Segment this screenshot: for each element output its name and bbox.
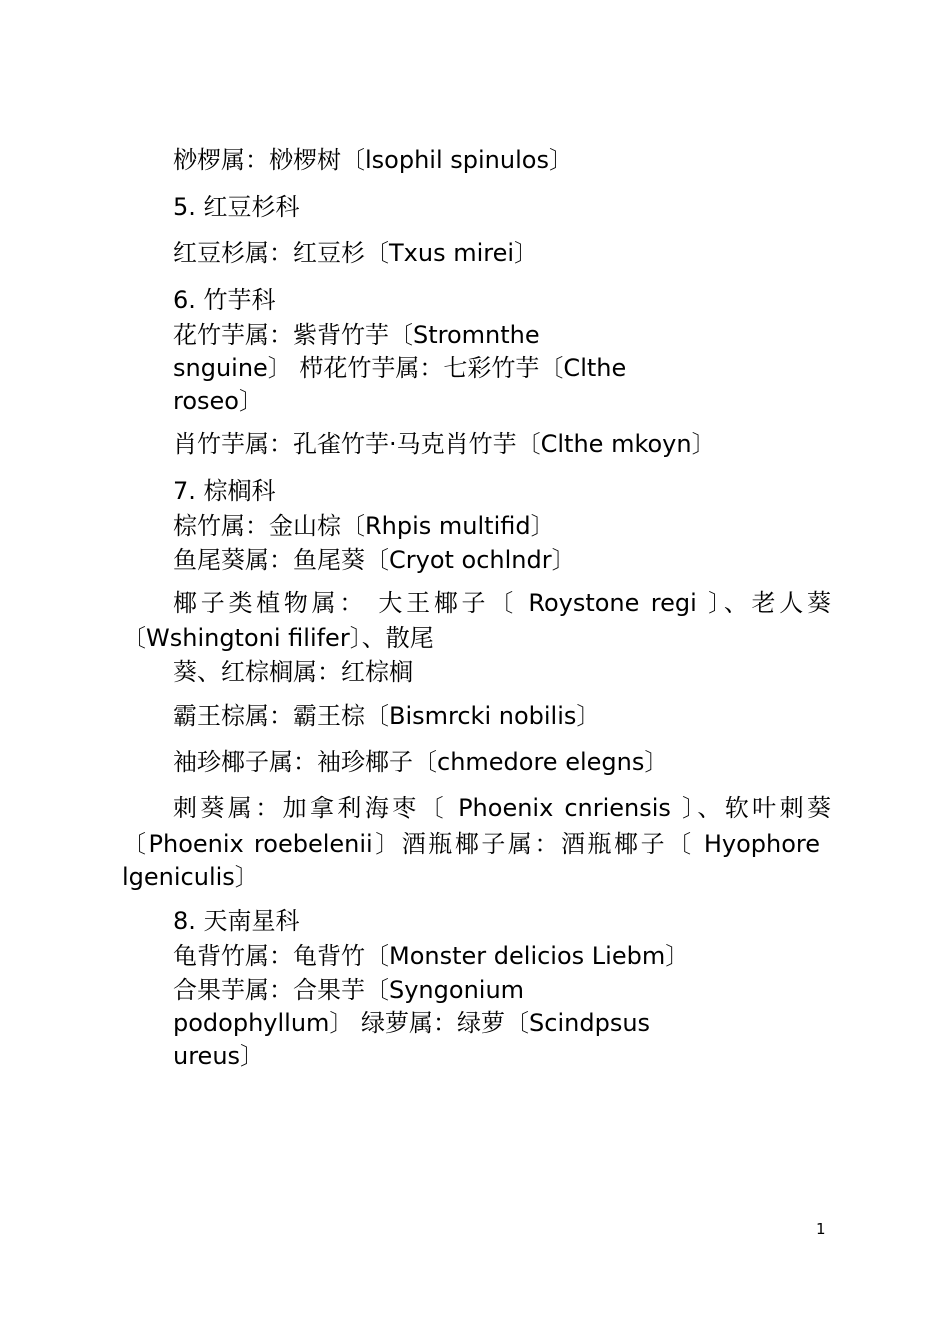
text-line: 椰子类植物属： 大王椰子〔 Roystone regi 〕、老人葵 <box>173 589 831 617</box>
section-heading: 8. 天南星科 <box>173 907 300 935</box>
text-line: 葵、红棕榈属：红棕榈 <box>173 658 413 686</box>
text-line: 〔Phoenix roebelenii〕酒瓶椰子属：酒瓶椰子〔 Hyophore <box>122 830 820 858</box>
text-line: 龟背竹属：龟背竹〔Monster delicios Liebm〕 <box>173 942 690 970</box>
section-heading: 7. 棕榈科 <box>173 477 276 505</box>
page-number: 1 <box>816 1220 826 1238</box>
text-line: snguine〕 栉花竹芋属：七彩竹芋〔Clthe <box>173 354 627 382</box>
text-line: 袖珍椰子属：袖珍椰子〔chmedore elegns〕 <box>173 748 669 776</box>
text-line: 棕竹属：金山棕〔Rhpis multifid〕 <box>173 512 555 540</box>
text-line: 合果芋属：合果芋〔Syngonium <box>173 976 525 1004</box>
text-line: 桫椤属：桫椤树〔lsophil spinulos〕 <box>173 146 573 174</box>
text-line: ureus〕 <box>173 1042 265 1070</box>
text-line: 肖竹芋属：孔雀竹芋·马克肖竹芋〔Clthe mkoyn〕 <box>173 430 716 458</box>
text-line: 霸王棕属：霸王棕〔Bismrcki nobilis〕 <box>173 702 601 730</box>
section-heading: 5. 红豆杉科 <box>173 193 300 221</box>
text-line: 刺葵属：加拿利海枣〔 Phoenix cnriensis 〕、软叶刺葵 <box>173 794 831 822</box>
text-line: podophyllum〕 绿萝属：绿萝〔Scindpsus <box>173 1009 651 1037</box>
section-heading: 6. 竹芋科 <box>173 286 276 314</box>
text-line: 鱼尾葵属：鱼尾葵〔Cryot ochlndr〕 <box>173 546 576 574</box>
text-line: 花竹芋属：紫背竹芋〔Stromnthe <box>173 321 540 349</box>
text-line: 红豆杉属：红豆杉〔Txus mirei〕 <box>173 239 539 267</box>
text-line: lgeniculis〕 <box>122 863 259 891</box>
text-line: roseo〕 <box>173 387 263 415</box>
text-line: 〔Wshingtoni filifer〕、散尾 <box>122 624 434 652</box>
